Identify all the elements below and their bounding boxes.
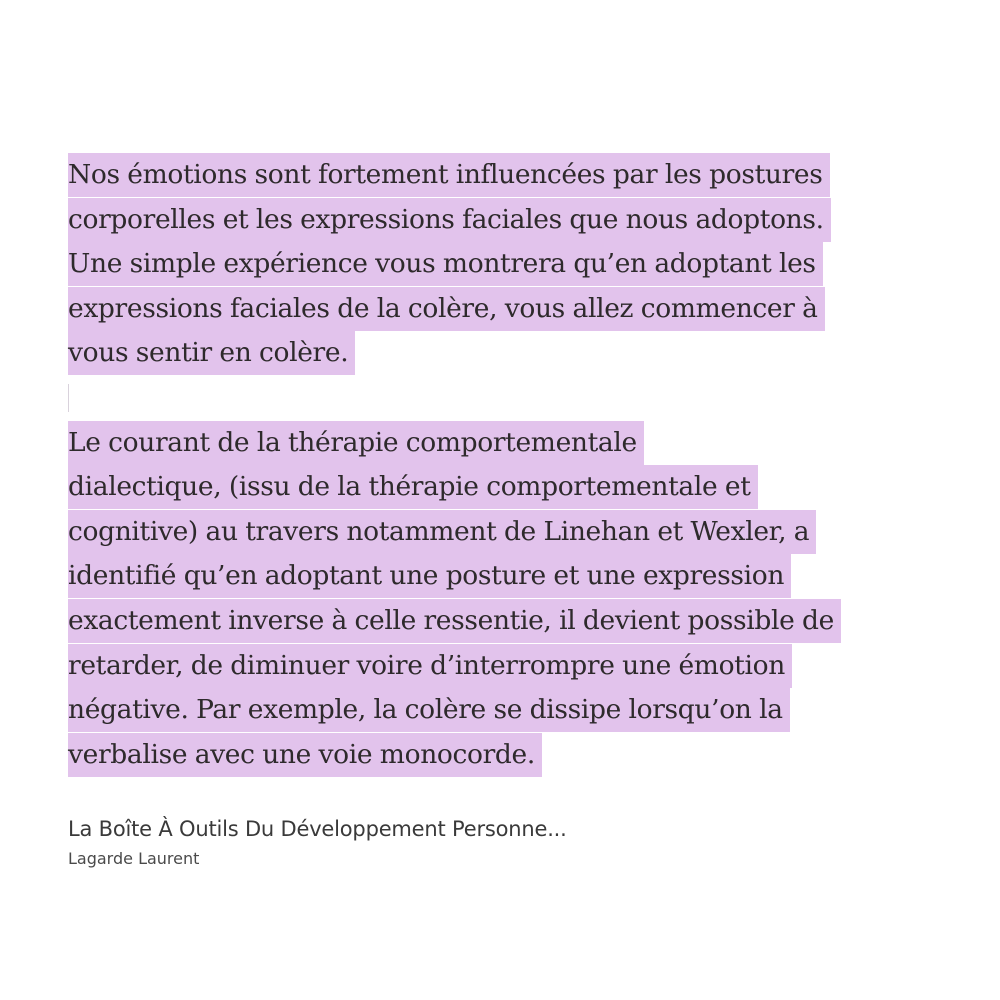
highlighted-text: Une simple expérience vous montrera qu’en adoptant les bbox=[68, 242, 823, 286]
highlighted-text: négative. Par exemple, la colère se dissipe lorsqu’on la bbox=[68, 688, 790, 732]
book-author: Lagarde Laurent bbox=[68, 849, 200, 868]
quote-line bbox=[68, 554, 968, 599]
highlighted-text: expressions faciales de la colère, vous allez commencer à bbox=[68, 287, 825, 331]
highlighted-text: identifié qu’en adoptant une posture et une expression bbox=[68, 554, 791, 598]
highlighted-text: corporelles et les expressions faciales que nous adoptons. bbox=[68, 198, 831, 242]
quote-line bbox=[68, 599, 968, 644]
text-caret bbox=[68, 384, 69, 412]
quote-line bbox=[68, 242, 968, 287]
quote-line bbox=[68, 733, 968, 778]
quote-line bbox=[68, 287, 968, 332]
quote-line bbox=[68, 331, 968, 376]
highlighted-text: cognitive) au travers notamment de Linehan et Wexler, a bbox=[68, 510, 816, 554]
quote-line bbox=[68, 421, 968, 466]
highlighted-text: retarder, de diminuer voire d’interrompre une émotion bbox=[68, 644, 792, 688]
highlighted-text: exactement inverse à celle ressentie, il devient possible de bbox=[68, 599, 841, 643]
book-source[interactable] bbox=[68, 812, 928, 872]
highlighted-text: verbalise avec une voie monocorde. bbox=[68, 733, 542, 777]
book-title[interactable]: La Boîte À Outils Du Développement Personne... bbox=[68, 817, 567, 841]
highlighted-text: dialectique, (issu de la thérapie comportementale et bbox=[68, 465, 758, 509]
paragraph-break bbox=[68, 376, 968, 421]
quote-line bbox=[68, 198, 968, 243]
quote-line bbox=[68, 153, 968, 198]
quote-line bbox=[68, 510, 968, 555]
quote-line bbox=[68, 465, 968, 510]
highlighted-text: vous sentir en colère. bbox=[68, 331, 355, 375]
quote-line bbox=[68, 644, 968, 689]
highlighted-text: Le courant de la thérapie comportementale bbox=[68, 421, 644, 465]
highlighted-quote[interactable] bbox=[68, 153, 968, 777]
highlighted-text: Nos émotions sont fortement influencées par les postures bbox=[68, 153, 830, 197]
quote-line bbox=[68, 688, 968, 733]
